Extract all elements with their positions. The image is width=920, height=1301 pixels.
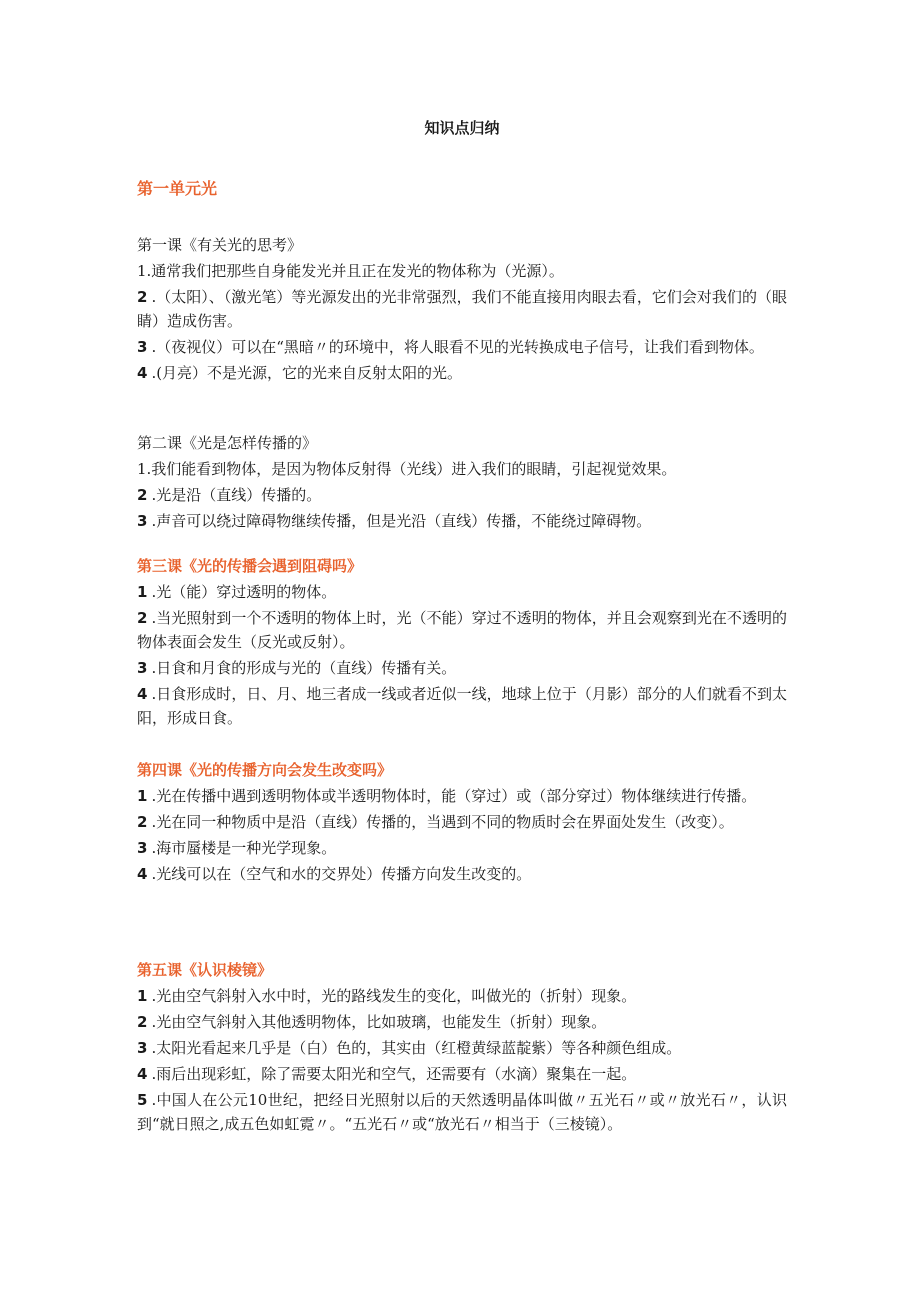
list-item (137, 509, 787, 533)
lesson-4 (137, 758, 787, 886)
list-item (137, 1062, 787, 1086)
item-number: 1 (137, 583, 148, 601)
item-text: .太阳光看起来几乎是（白）色的，其实由（红橙黄绿蓝靛紫）等各种颜色组成。 (151, 1039, 682, 1057)
item-number: 3 (137, 512, 148, 530)
item-text: .日食形成时，日、月、地三者成一线或者近似一线，地球上位于（月影）部分的人们就看不到太阳，形成日食。 (137, 685, 787, 727)
item-text: .声音可以绕过障碍物继续传播，但是光沿（直线）传播，不能绕过障碍物。 (151, 512, 652, 530)
item-number: 4 (137, 685, 148, 703)
list-item (137, 483, 787, 507)
list-item (137, 984, 787, 1008)
item-number: 3 (137, 1039, 148, 1057)
list-item (137, 285, 787, 333)
list-item (137, 862, 787, 886)
list-item (137, 580, 787, 604)
item-number: 5 (137, 1091, 148, 1109)
list-item (137, 335, 787, 359)
item-text: .当光照射到一个不透明的物体上时，光（不能）穿过不透明的物体，并且会观察到光在不透明的物体表面会发生（反光或反射）。 (137, 609, 787, 651)
list-item (137, 656, 787, 680)
lesson-heading: 第二课《光是怎样传播的》 (137, 434, 318, 452)
item-number: 3 (137, 839, 148, 857)
lesson-5 (137, 958, 787, 1136)
lesson-heading: 第五课《认识棱镜》 (137, 961, 273, 979)
item-text: .光是沿（直线）传播的。 (151, 486, 322, 504)
lesson-heading: 第一课《有关光的思考》 (137, 236, 303, 254)
item-text: .光由空气斜射入其他透明物体，比如玻璃，也能发生（折射）现象。 (151, 1013, 607, 1031)
item-text: .日食和月食的形成与光的（直线）传播有关。 (151, 659, 457, 677)
item-text: 1.我们能看到物体，是因为物体反射得（光线）进入我们的眼睛，引起视觉效果。 (137, 460, 677, 478)
item-number: 4 (137, 865, 148, 883)
item-text: .光线可以在（空气和水的交界处）传播方向发生改变的。 (151, 865, 532, 883)
list-item (137, 682, 787, 730)
item-number: 4 (137, 364, 148, 382)
list-item (137, 810, 787, 834)
item-number: 2 (137, 813, 148, 831)
item-text: .（夜视仪）可以在“黑暗〃的环境中，将人眼看不见的光转换成电子信号，让我们看到物体。 (151, 338, 764, 356)
list-item (137, 259, 787, 283)
item-text: .光在传播中遇到透明物体或半透明物体时，能（穿过）或（部分穿过）物体继续进行传播。 (151, 787, 757, 805)
list-item (137, 606, 787, 654)
list-item (137, 457, 787, 481)
item-text: .中国人在公元10世纪，把经日光照射以后的天然透明晶体叫做〃五光石〃或〃放光石〃，认识到“就日照之,成五色如虹霓〃。“五光石〃或“放光石〃相当于（三棱镜）。 (137, 1091, 787, 1133)
item-text: .雨后出现彩虹，除了需要太阳光和空气，还需要有（水滴）聚集在一起。 (151, 1065, 637, 1083)
list-item (137, 1010, 787, 1034)
list-item (137, 784, 787, 808)
unit-heading: 第一单元光 (137, 179, 218, 198)
item-text: .(月亮）不是光源，它的光来自反射太阳的光。 (151, 364, 463, 382)
lesson-3 (137, 554, 787, 730)
lesson-2 (137, 431, 787, 533)
item-number: 4 (137, 1065, 148, 1083)
item-text: 1.通常我们把那些自身能发光并且正在发光的物体称为（光源）。 (137, 262, 564, 280)
item-number: 3 (137, 338, 148, 356)
list-item (137, 836, 787, 860)
lesson-heading: 第三课《光的传播会遇到阻碍吗》 (137, 557, 363, 575)
lesson-heading: 第四课《光的传播方向会发生改变吗》 (137, 761, 393, 779)
item-number: 2 (137, 1013, 148, 1031)
item-number: 2 (137, 609, 148, 627)
item-text: .光由空气斜射入水中时，光的路线发生的变化，叫做光的（折射）现象。 (151, 987, 637, 1005)
item-number: 1 (137, 787, 148, 805)
lesson-1 (137, 233, 787, 385)
item-number: 3 (137, 659, 148, 677)
item-text: .光在同一种物质中是沿（直线）传播的，当遇到不同的物质时会在界面处发生（改变）。 (151, 813, 734, 831)
item-number: 2 (137, 288, 148, 306)
page-title: 知识点归纳 (424, 119, 500, 137)
item-text: .（太阳）、（激光笔）等光源发出的光非常强烈，我们不能直接用肉眼去看，它们会对我们的（眼睛）造成伤害。 (137, 288, 787, 330)
item-text: .海市蜃楼是一种光学现象。 (151, 839, 337, 857)
list-item (137, 361, 787, 385)
item-number: 1 (137, 987, 148, 1005)
item-number: 2 (137, 486, 148, 504)
list-item (137, 1088, 787, 1136)
item-text: .光（能）穿过透明的物体。 (151, 583, 337, 601)
list-item (137, 1036, 787, 1060)
